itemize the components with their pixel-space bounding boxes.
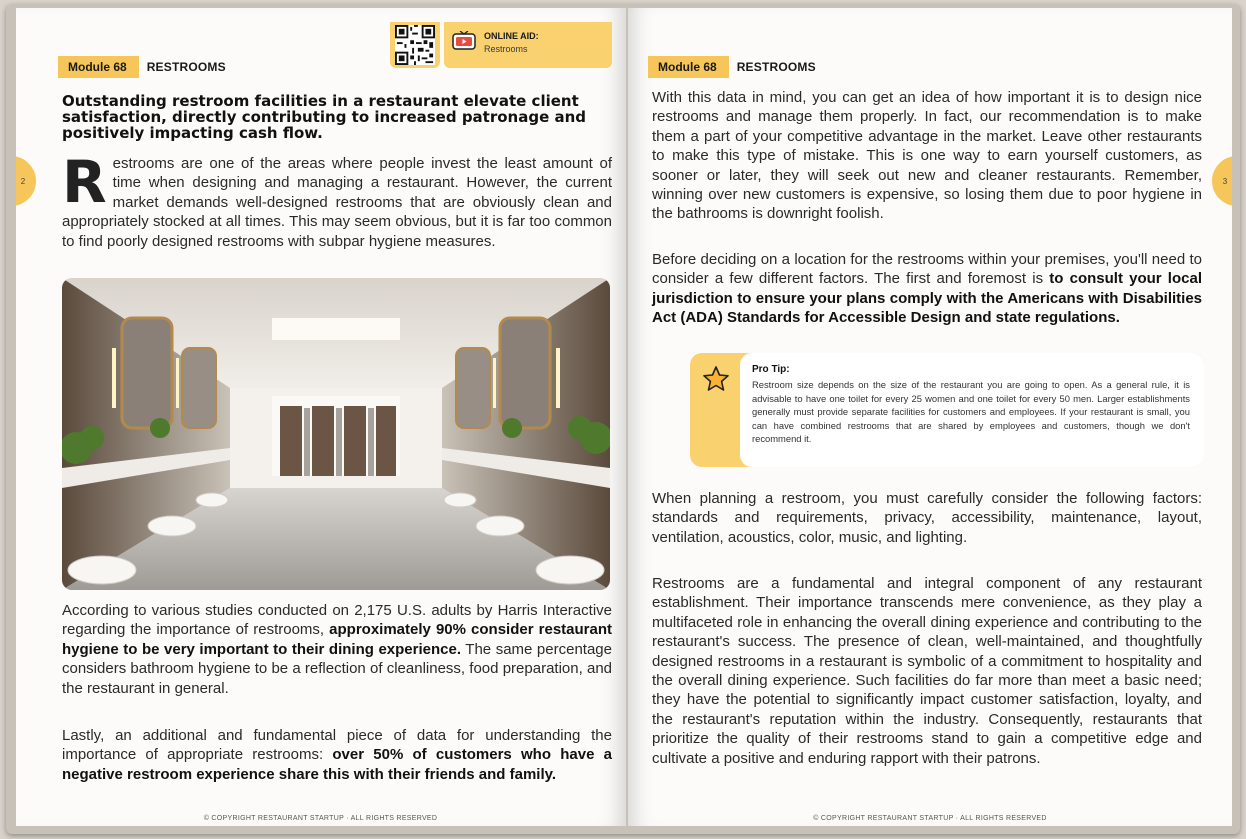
right-page xyxy=(628,8,1232,826)
module-header xyxy=(648,56,816,78)
drop-cap: R xyxy=(62,148,107,216)
copyright-footer: © COPYRIGHT RESTAURANT STARTUP · ALL RIGHTS RESERVED xyxy=(203,815,438,822)
module-title: RESTROOMS xyxy=(146,60,226,74)
page-number-left: 2 xyxy=(16,156,36,206)
video-tv-icon xyxy=(452,31,476,51)
book-spread xyxy=(6,4,1240,834)
statistics-paragraph: According to various studies conducted on 2,175 U.S. adults by Harris Interactive regarding the importance of restrooms, approximately 90% consider restaurant hygiene to be very important to their dining experience. The same percentage considers bathroom hygiene to be a reflection of cleanliness, food preparation, and the restaurant in general. xyxy=(62,602,613,697)
data-in-mind-paragraph: With this data in mind, you can get an idea of how important it is to design nice restrooms and manage them properly. In fact, our recommendation is to make them a part of your competitive advantage in the market. Leave other restaurants to make this type of mistake. This is one way to earn yourself customers, as sooner or later, they will seek out new and cleaner restaurants. Remember, winning over new customers is expensive, so losing them due to poor hygiene in the bathrooms is downright foolish. xyxy=(652,89,1202,223)
restroom-photo xyxy=(62,278,610,590)
online-aid[interactable] xyxy=(390,22,612,68)
lead-statement: Outstanding restroom facilities in a restaurant elevate client satisfaction, directly contributing to increased patronage and positively impacting cash flow. xyxy=(62,92,587,142)
left-page xyxy=(16,8,626,826)
intro-paragraph: Restrooms are one of the areas where people invest the least amount of time when designing and managing a restaurant. However, the current market demands well-designed restrooms that are obviously clean and appropriately stocked at all times. This may seem obvious, but it is far too common to find poorly designed restrooms with subpar hygiene measures. xyxy=(62,148,612,250)
online-aid-topic[interactable]: Restrooms xyxy=(484,44,528,54)
online-aid-label: ONLINE AID: xyxy=(484,31,539,41)
pro-tip-box xyxy=(690,353,1204,467)
module-header xyxy=(58,56,226,78)
online-aid-box[interactable] xyxy=(444,22,612,68)
star-icon xyxy=(702,365,730,393)
location-paragraph: Before deciding on a location for the restrooms within your premises, you'll need to consider a few different factors. The first and foremost is to consult your local jurisdiction to ensure your plans comply with the Americans with Disabilities Act (ADA) Standards for Accessible Design and state regulations. xyxy=(652,251,1202,327)
importance-paragraph: Restrooms are a fundamental and integral component of any restaurant establishment. Their importance transcends mere convenience, as they play a multifaceted role in enhancing the overall dining experience and contributing to the restaurant's success. The presence of clean, well-maintained, and thoughtfully designed restrooms in a restaurant is symbolic of a commitment to hospitality and the overall dining experience. Such facilities do far more than meet a basic need; they have the potential to significantly impact customer satisfaction, loyalty, and the restaurant's reputation within the industry. Consequently, restaurants that prioritize the quality of their restrooms stand to gain a competitive edge and cultivate a positive and enduring rapport with their patrons. xyxy=(652,575,1202,767)
module-tag: Module 68 xyxy=(58,56,139,78)
pro-tip-text: Restroom size depends on the size of the restaurant you are going to open. As a general rule, it is advisable to have one toilet for every 25 women and one toilet for every 50 men. Larger establishments generally must provide separate facilities for customers and employees. If your restaurant is small, you can have combined restrooms that are shared by employees and customers, though we don't recommend it. xyxy=(752,379,1190,445)
page-number-right: 3 xyxy=(1212,156,1232,206)
planning-paragraph: When planning a restroom, you must carefully consider the following factors: standards and requirements, privacy, accessibility, maintenance, layout, ventilation, acoustics, color, music, and lighting. xyxy=(652,490,1202,546)
qr-code-icon[interactable] xyxy=(390,22,440,68)
pro-tip-title: Pro Tip: xyxy=(752,364,790,375)
pro-tip-content xyxy=(740,353,1204,467)
copyright-footer: © COPYRIGHT RESTAURANT STARTUP · ALL RIGHTS RESERVED xyxy=(813,815,1047,822)
module-title: RESTROOMS xyxy=(736,60,816,74)
module-tag: Module 68 xyxy=(648,56,729,78)
closing-paragraph: Lastly, an additional and fundamental piece of data for understanding the importance of appropriate restrooms: over 50% of customers who have a negative restroom experience share this with their friends and family. xyxy=(62,727,612,783)
